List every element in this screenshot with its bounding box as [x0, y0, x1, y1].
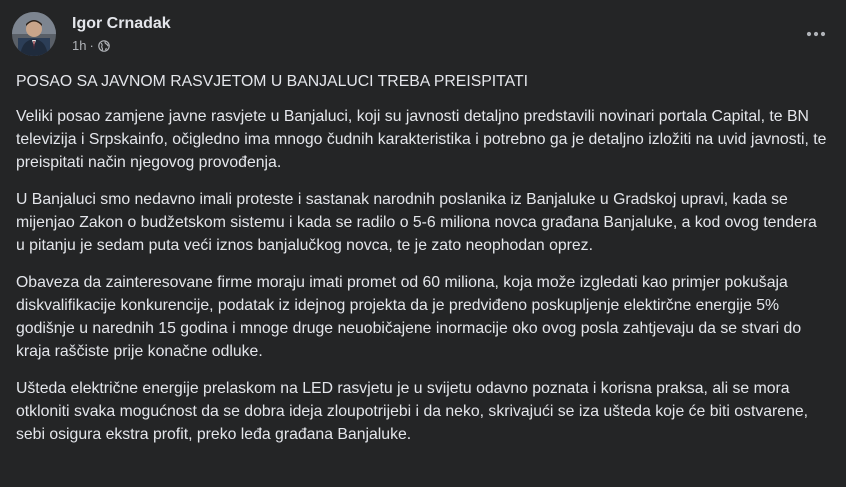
meta-separator: · — [89, 38, 94, 53]
post-meta — [72, 38, 110, 54]
more-options-button[interactable] — [798, 20, 834, 48]
post-paragraph: Veliki posao zamjene javne rasvjete u Banjaluci, koji su javnosti detaljno predstavili novinari portala Capital, te BN televizija i Srpskainfo, očigledno ima mnogo čudnih karakteristika i potrebno ga je detaljno izložiti na uvid javnosti, te preispitati način njegovog provođenja. — [16, 108, 827, 171]
author-name[interactable]: Igor Crnadak — [72, 15, 171, 32]
globe-icon[interactable] — [98, 40, 110, 52]
more-horizontal-icon — [806, 31, 826, 37]
post-paragraph: Obaveza da zainteresovane firme moraju imati promet od 60 miliona, koja može izgledati kao primjer pokušaja diskvalifikacije konkurencije, podatak iz idejnog projekta da je predviđeno poskupljenje elektirčne energije 5% godišnje u narednih 15 godina i mnoge druge neuobičajene inormacije oko ovog posla zahtjevaju da se stvari do kraja raščiste prije konačne odluke. — [16, 274, 802, 360]
post-paragraph: Ušteda električne energije prelaskom na LED rasvjetu je u svijetu odavno poznata i korisna praksa, ali se mora otkloniti svaka mogućnost da se dobra ideja zloupotrijebi i da neko, skrivajući se iza ušteda koje će biti ostvarene, sebi osigura ekstra profit, preko leđa građana Banjaluke. — [16, 380, 809, 443]
avatar[interactable] — [12, 12, 56, 56]
post-paragraph: U Banjaluci smo nedavno imali proteste i sastanak narodnih poslanika iz Banjaluke u Gradskoj upravi, kada se mijenjao Zakon o budžetskom sistemu i kada se radilo o 5-6 miliona novca građana Banjaluke, a kod ovog tendera u pitanju je sedam puta veći iznos banjalučkog novca, te je zato neophodan oprez. — [16, 191, 817, 254]
post-body — [16, 70, 830, 460]
post-timestamp[interactable]: 1h — [72, 38, 87, 53]
post-title: POSAO SA JAVNOM RASVJETOM U BANJALUCI TREBA PREISPITATI — [16, 73, 529, 90]
avatar-image — [12, 12, 56, 56]
